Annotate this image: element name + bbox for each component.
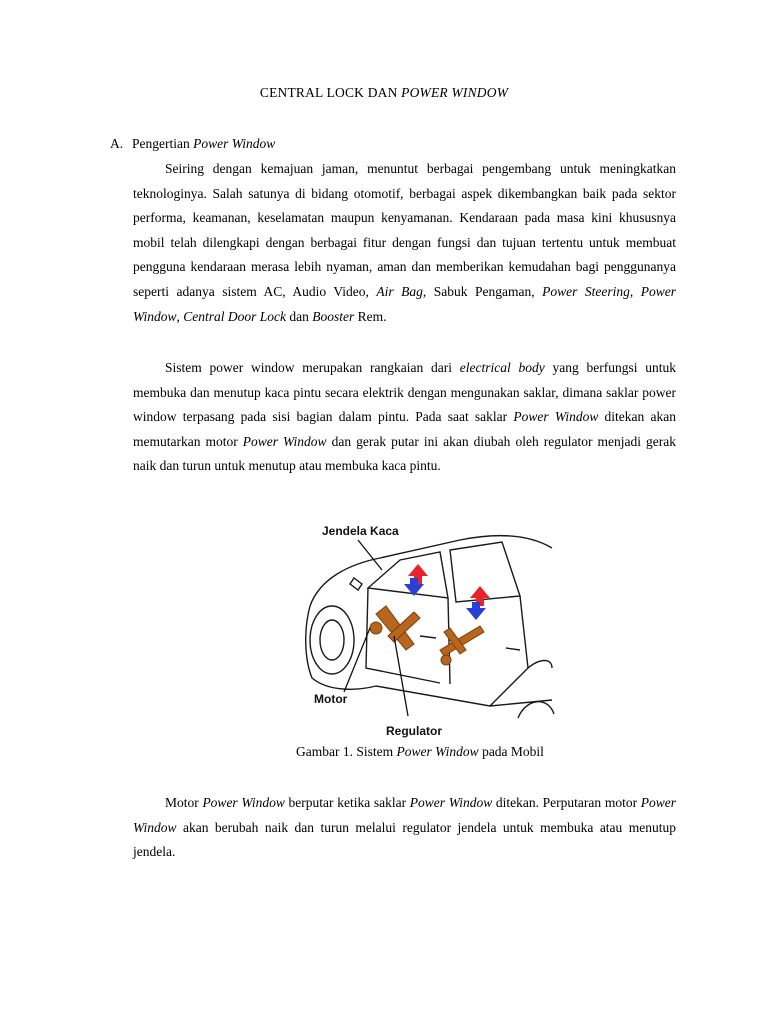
regulator-mechanism [370, 606, 484, 665]
text-run: Sistem power window merupakan rangkaian dari [165, 360, 460, 375]
paragraph-2 [133, 356, 676, 479]
paragraph-1 [133, 157, 676, 329]
text-run: Central Door Lock [183, 308, 287, 324]
text-run: Booster [312, 308, 355, 324]
text-run: Rem. [354, 308, 387, 324]
text-run: berputar ketika saklar [284, 795, 410, 810]
text-run: ditekan akan memutarkan motor [133, 409, 676, 449]
car-illustration [290, 518, 560, 740]
text-run: Power Window [396, 744, 479, 759]
text-run: Gambar 1. Sistem [296, 744, 397, 759]
text-run: Power Window [202, 795, 285, 810]
text-run: , [176, 308, 184, 324]
label-motor: Motor [314, 692, 348, 706]
text-run: ditekan. Perputaran motor [492, 795, 641, 810]
title-plain: CENTRAL LOCK DAN [259, 85, 402, 100]
text-run: Power Window [513, 409, 599, 425]
figure-caption [0, 744, 768, 760]
text-run: electrical body [459, 360, 545, 375]
paragraph-3 [133, 791, 676, 865]
text-run: Motor [165, 795, 203, 810]
section-heading [110, 136, 275, 152]
text-run: yang berfungsi untuk membuka dan menutup kaca pintu secara elektrik dengan mengunakan saklar, dimana saklar power window terpasang pada sisi bagian dalam pintu. Pada saat saklar [133, 360, 676, 425]
text-run: Air Bag [376, 283, 423, 299]
label-regulator: Regulator [386, 724, 443, 738]
text-run: Power Steering [542, 283, 630, 299]
text-run: Power Window [133, 795, 677, 835]
text-run: Power Window [409, 795, 493, 810]
text-run: Seiring dengan kemajuan jaman, menuntut berbagai pengembang untuk meningkatkan teknologinya. Salah satunya di bidang otomotif, berbagai aspek dikembangkan baik pada sektor performa, keamanan, keselamatan maupun kenyamanan. Kendaraan pada masa kini khususnya mobil telah dilengkapi dengan berbagai fitur dengan fungsi dan tujuan tertentu untuk membuat pengguna kendaraan merasa lebih nyaman, aman dan memberikan kemudahan bagi penggunanya seperti adanya sistem AC, Audio Video, [133, 161, 676, 299]
text-run: akan berubah naik dan turun melalui regulator jendela untuk membuka atau menutup jendela. [133, 819, 676, 860]
title-italic: POWER WINDOW [401, 85, 509, 100]
document-title [0, 85, 768, 101]
text-run: pada Mobil [478, 744, 544, 759]
label-window-glass: Jendela Kaca [322, 524, 399, 538]
section-label: Pengertian [132, 136, 194, 151]
section-letter: A. [110, 136, 124, 151]
text-run: dan [286, 308, 313, 324]
power-window-figure [290, 518, 560, 740]
text-run: , [629, 283, 641, 299]
car-body-outline [306, 536, 554, 718]
text-run: Power Window [242, 433, 327, 449]
text-run: Power Window [133, 283, 676, 324]
section-label-italic: Power Window [193, 136, 276, 151]
text-run: dan gerak putar ini akan diubah oleh regulator menjadi gerak naik dan turun untuk menutup atau membuka kaca pintu. [133, 433, 676, 474]
text-run: , Sabuk Pengaman, [422, 283, 543, 299]
